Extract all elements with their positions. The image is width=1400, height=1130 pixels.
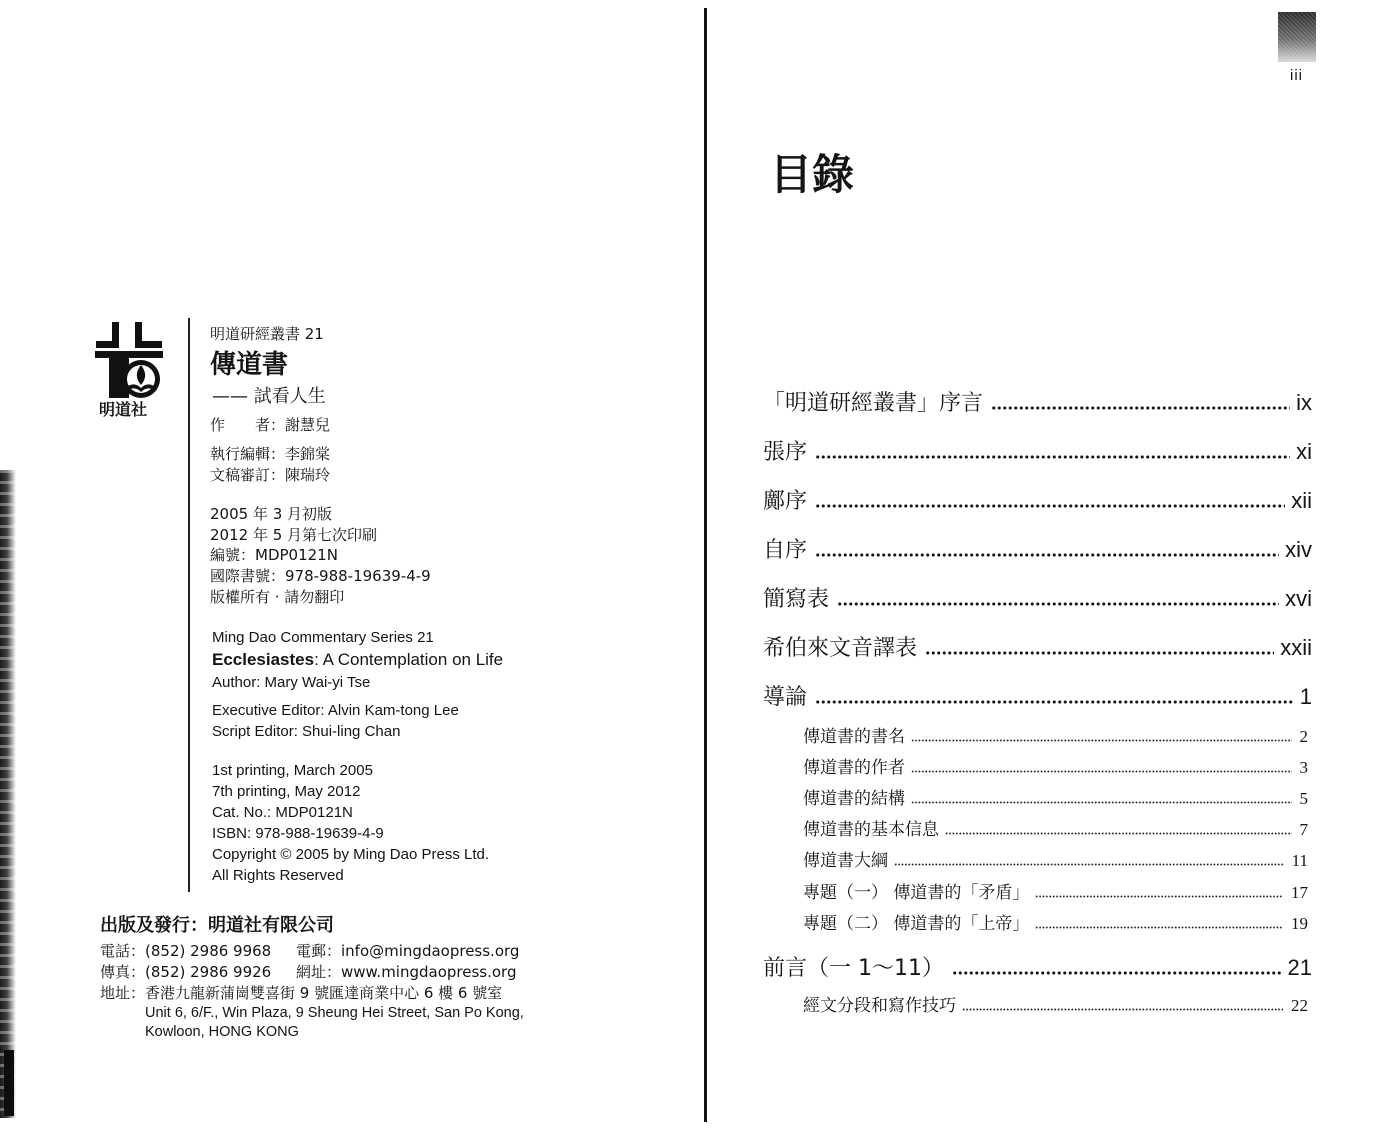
toc-subentry [803, 850, 1308, 872]
toc-subentry-page: 19 [1291, 914, 1308, 933]
toc-subentry [803, 882, 1308, 904]
dot-leader [894, 863, 1284, 866]
publisher-phone: 電話：(852) 2986 9968 [100, 942, 272, 960]
toc-subentry [803, 788, 1308, 810]
toc-entry [763, 437, 1312, 468]
toc-subentry-page: 2 [1299, 727, 1308, 746]
toc-entry-label: 自序 [763, 538, 808, 563]
toc-subentry-page: 7 [1299, 820, 1308, 839]
book-title-en-subtitle: : A Contemplation on Life [314, 650, 504, 669]
toc-subentry-page: 22 [1291, 996, 1308, 1015]
toc-entry-label: 導論 [763, 685, 808, 710]
book-title-zh: 傳道書 [210, 350, 289, 380]
toc-entry-page: 1 [1299, 684, 1312, 709]
first-printing-zh: 2005 年 3 月初版 [210, 505, 333, 523]
toc-subentry [803, 757, 1308, 779]
toc-subentry [803, 726, 1308, 748]
toc-entry-label: 簡寫表 [763, 587, 830, 612]
scan-edge-shadow [0, 470, 16, 1118]
toc-entry-label: 希伯來文音譯表 [763, 636, 918, 661]
toc-entry-label: 鄺序 [763, 489, 808, 514]
dot-leader [815, 504, 1285, 508]
dot-leader [911, 801, 1292, 804]
toc-subentry [803, 819, 1308, 841]
dot-leader [945, 832, 1292, 835]
toc-subentry-label: 傳道書的書名 [803, 727, 905, 747]
latest-printing-zh: 2012 年 5 月第七次印刷 [210, 526, 378, 544]
toc-subentry-page: 11 [1291, 851, 1308, 870]
publisher-heading: 出版及發行：明道社有限公司 [100, 915, 334, 936]
toc-entry-page: xvi [1285, 586, 1312, 611]
toc-entry-page: ix [1296, 390, 1312, 415]
toc-subentry-label: 傳道書的結構 [803, 789, 905, 809]
toc-subentry-page: 5 [1299, 789, 1308, 808]
toc-entry [763, 633, 1312, 664]
toc-entry [763, 535, 1312, 566]
toc-entry-label: 「明道研經叢書」序言 [763, 391, 984, 416]
first-printing-en: 1st printing, March 2005 [212, 762, 373, 779]
publisher-address-zh: 地址：香港九龍新蒲崗雙喜街 9 號匯達商業中心 6 樓 6 號室 [100, 984, 503, 1002]
rights-notice-en: All Rights Reserved [212, 867, 344, 884]
ming-dao-cross-logo-icon [95, 322, 165, 402]
toc-title: 目錄 [770, 150, 855, 199]
toc-entry-page: 21 [1287, 955, 1312, 980]
dot-leader [962, 1008, 1283, 1011]
book-spine-gutter [704, 8, 707, 1122]
script-editor-en: Script Editor: Shui-ling Chan [212, 723, 401, 740]
author-zh: 作 者：謝慧兒 [210, 416, 331, 434]
rights-notice-zh: 版權所有 · 請勿翻印 [210, 588, 345, 606]
toc-subentry-label: 傳道書的作者 [803, 758, 905, 778]
toc-subentry [803, 995, 1308, 1017]
dot-leader [837, 602, 1279, 606]
dot-leader [815, 553, 1279, 557]
page-tab-marker [1278, 12, 1316, 62]
toc-subentry [803, 913, 1308, 935]
dot-leader [911, 739, 1292, 742]
toc-entry-page: xii [1291, 488, 1312, 513]
toc-subentry-page: 3 [1299, 758, 1308, 777]
isbn-en: ISBN: 978-988-19639-4-9 [212, 825, 384, 842]
publisher-address-en-line1: Unit 6, 6/F., Win Plaza, 9 Sheung Hei Street, San Po Kong, [145, 1005, 524, 1021]
toc-subentry-label: 專題（二） 傳道書的「上帝」 [803, 914, 1030, 934]
toc-entry [763, 388, 1312, 419]
toc-entry [763, 953, 1312, 984]
dot-leader [1035, 926, 1283, 929]
publisher-fax: 傳真：(852) 2986 9926 [100, 963, 272, 981]
toc-entry-label: 前言（一 1～11） [763, 956, 944, 981]
publisher-email: 電郵：info@mingdaopress.org [296, 942, 520, 960]
dot-leader [815, 700, 1294, 704]
dot-leader [925, 651, 1274, 655]
executive-editor-en: Executive Editor: Alvin Kam-tong Lee [212, 702, 459, 719]
latest-printing-en: 7th printing, May 2012 [212, 783, 361, 800]
dot-leader [815, 455, 1290, 459]
page-number: iii [1290, 67, 1303, 84]
book-title-en-main: Ecclesiastes [212, 650, 315, 669]
dot-leader [991, 406, 1290, 410]
toc-subentry-label: 經文分段和寫作技巧 [803, 996, 956, 1016]
isbn-zh: 國際書號：978-988-19639-4-9 [210, 567, 431, 585]
executive-editor-zh: 執行編輯：李錦棠 [210, 445, 331, 463]
toc-subentry-label: 傳道書大綱 [803, 851, 888, 871]
toc-entry-page: xxii [1280, 635, 1312, 660]
series-name-en: Ming Dao Commentary Series 21 [212, 629, 434, 646]
catalog-number-en: Cat. No.: MDP0121N [212, 804, 353, 821]
toc-entry-label: 張序 [763, 440, 808, 465]
copyright-notice-en: Copyright © 2005 by Ming Dao Press Ltd. [212, 846, 490, 863]
toc-subentry-label: 傳道書的基本信息 [803, 820, 939, 840]
logo-wordmark: 明道社 [99, 400, 148, 419]
author-en: Author: Mary Wai-yi Tse [212, 674, 371, 691]
toc-entry-page: xiv [1285, 537, 1312, 562]
publisher-address-en-line2: Kowloon, HONG KONG [145, 1024, 299, 1040]
book-subtitle-zh: —— 試看人生 [212, 386, 326, 407]
toc-entry-page: xi [1296, 439, 1312, 464]
scan-edge-bar [4, 1050, 14, 1116]
book-title-en [212, 649, 503, 670]
toc-entry [763, 584, 1312, 615]
dot-leader [1035, 895, 1283, 898]
publisher-website: 網址：www.mingdaopress.org [296, 963, 517, 981]
catalog-number-zh: 編號：MDP0121N [210, 546, 338, 564]
vertical-divider [188, 318, 190, 892]
toc-entry [763, 486, 1312, 517]
series-name-zh: 明道研經叢書 21 [210, 325, 324, 343]
toc-subentry-label: 專題（一） 傳道書的「矛盾」 [803, 883, 1030, 903]
dot-leader [911, 770, 1292, 773]
script-editor-zh: 文稿審訂：陳瑞玲 [210, 466, 331, 484]
dot-leader [952, 971, 1282, 975]
toc-entry [763, 682, 1312, 713]
toc-subentry-page: 17 [1291, 883, 1308, 902]
